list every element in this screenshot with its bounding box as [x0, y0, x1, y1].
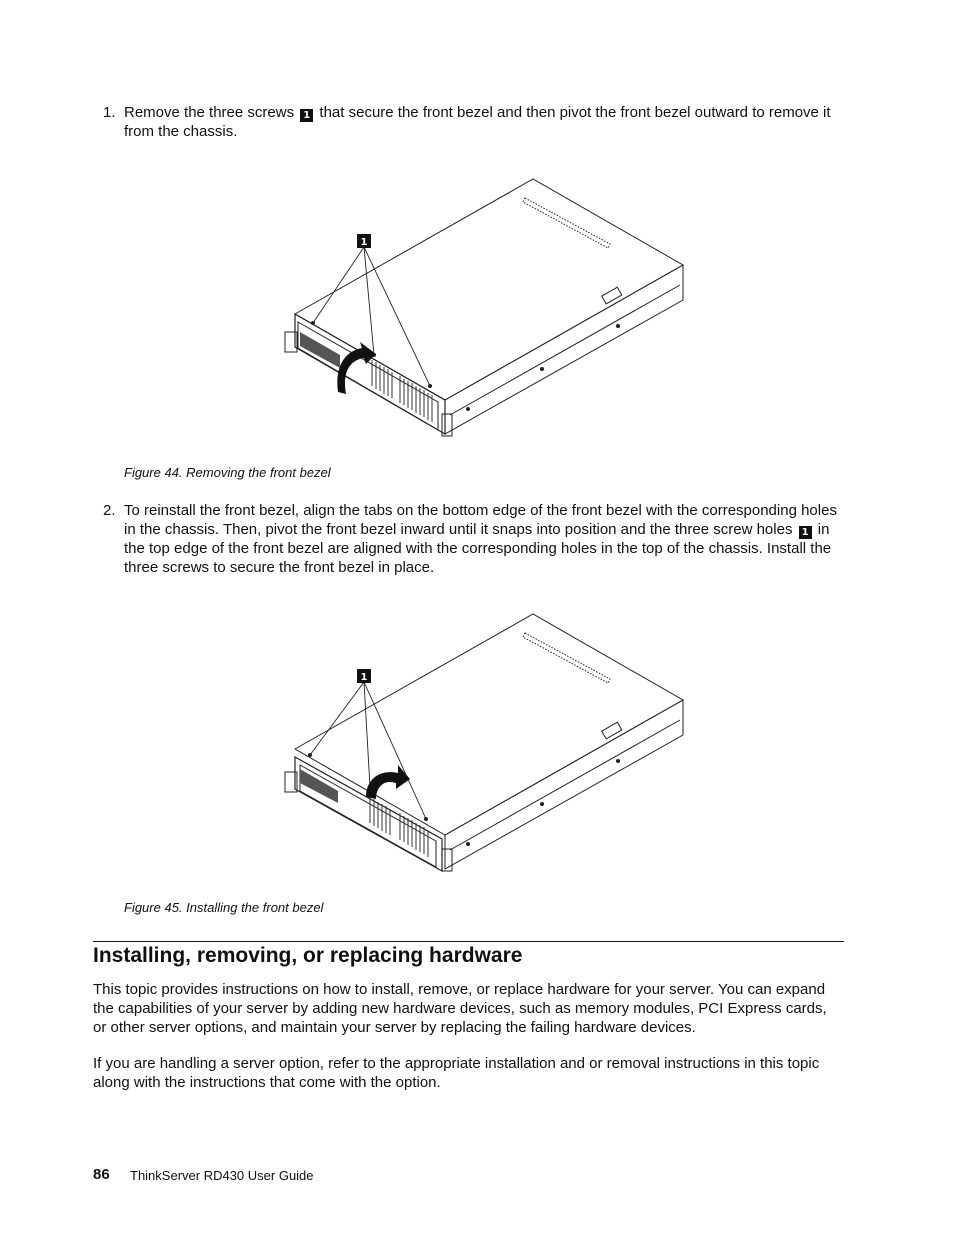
section-paragraph-1: This topic provides instructions on how to install, remove, or replace hardware for your server. You can expand the capabilities of your server by adding new hardware devices, such as memory modules, PCI Express cards, or other server options, and maintain your server by replacing the failing hardware devices. — [93, 981, 827, 1036]
section-heading: Installing, removing, or replacing hardware — [93, 944, 523, 967]
step-1 — [103, 103, 843, 141]
figure-45-illustration — [280, 607, 700, 883]
page-number: 86 — [93, 1166, 110, 1183]
vent — [523, 198, 610, 248]
step-number: 2. — [103, 502, 116, 519]
footer-title: ThinkServer RD430 User Guide — [130, 1168, 314, 1183]
server-side — [445, 265, 683, 434]
server-top — [295, 179, 683, 400]
figure-caption: Figure 45. Installing the front bezel — [124, 900, 324, 915]
server-top — [295, 614, 683, 835]
front-bezel — [295, 314, 445, 434]
step-text — [124, 103, 843, 141]
server-side — [445, 700, 683, 869]
figure-44-illustration — [280, 172, 700, 448]
pivot-outward-arrow — [337, 342, 376, 394]
step-text — [124, 501, 843, 577]
step-text-end: in the top edge of the front bezel are aligned with the corresponding holes in the top of the chassis. Install the three screws to secure the front bezel in place. — [124, 521, 832, 576]
figure-caption: Figure 44. Removing the front bezel — [124, 465, 331, 480]
step-number: 1. — [103, 104, 116, 121]
step-text-end: that secure the front bezel and then pivot the front bezel outward to remove it from the chassis. — [124, 104, 831, 140]
step-text-start: To reinstall the front bezel, align the tabs on the bottom edge of the front bezel with the corresponding holes in the chassis. Then, pivot the front bezel inward until it snaps into position and the three screw holes — [124, 502, 837, 538]
vent — [523, 633, 610, 683]
callout-badge: 1 — [300, 109, 313, 122]
callout-label: 1 — [360, 237, 368, 248]
section-rule — [93, 941, 844, 942]
callout-label: 1 — [360, 672, 368, 683]
step-text-start: Remove the three screws — [124, 104, 295, 121]
step-2 — [103, 501, 843, 577]
section-paragraph-2: If you are handling a server option, refer to the appropriate installation and or removal instructions in this topic along with the instructions that come with the option. — [93, 1055, 820, 1091]
callout-badge: 1 — [799, 526, 812, 539]
